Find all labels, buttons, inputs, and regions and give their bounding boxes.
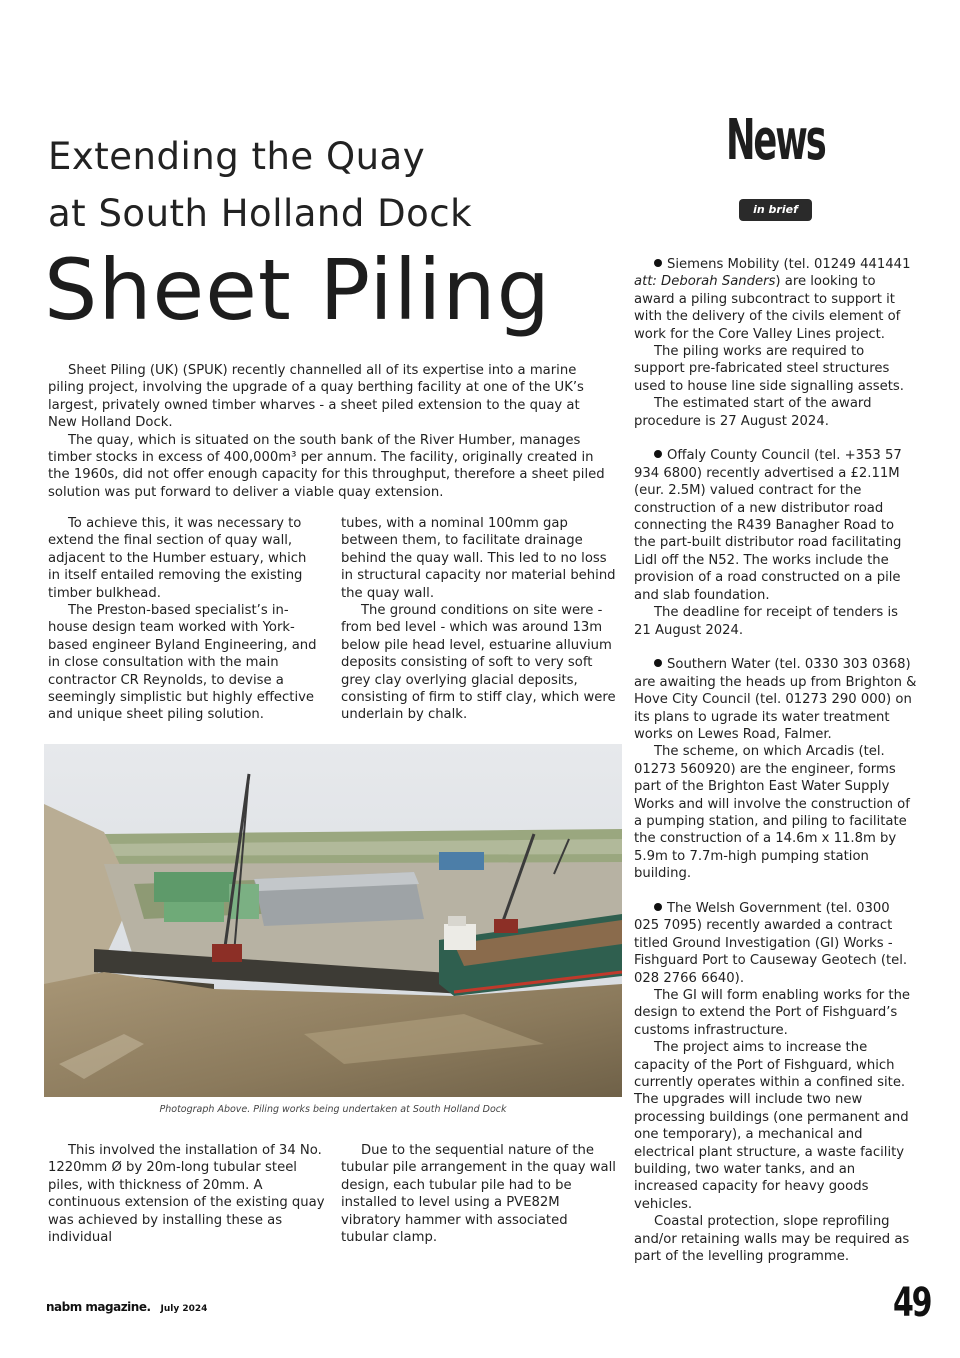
photo-caption: Photograph Above. Piling works being undertaken at South Holland Dock	[159, 1104, 507, 1115]
article-column-4	[341, 1142, 619, 1246]
news-paragraph: The estimated start of the award procedure is 27 August 2024.	[634, 396, 872, 429]
article-headline: Sheet Piling	[44, 241, 551, 339]
news-item	[634, 256, 918, 430]
footer-publication	[46, 1300, 207, 1314]
magazine-name: nabm magazine.	[46, 1300, 151, 1314]
intro-paragraph: Sheet Piling (UK) (SPUK) recently channelled all of its expertise into a marine piling project, involving the upgrade of a quay berthing facility at one of the UK’s largest, privately owned timber wharves - a sheet piled extension to the quay at New Holland Dock.	[48, 363, 584, 431]
article-column-3	[48, 1142, 326, 1246]
intro-paragraph: The quay, which is situated on the south bank of the River Humber, manages timber stocks in excess of 400,000m³ per annum. The facility, originally created in the 1960s, did not offer enough capacity for this throughput, therefore a sheet piled solution was put forward to deliver a viable quay extension.	[48, 432, 605, 500]
article-column-2	[341, 515, 619, 724]
article-intro	[48, 362, 608, 501]
bullet-icon	[654, 259, 662, 267]
news-lead: Offaly County Council (tel. +353 57 934 6800) recently advertised a £2.11M (eur. 2.5M) valued contract for the construction of a new distributor road connecting the R439 Banagher Road to the part-built distributor road facilitating Lidl off the N52. The works include the provision of a road constructed on a pile and slab foundation.	[634, 448, 902, 603]
bullet-icon	[654, 450, 662, 458]
news-lead: Southern Water (tel. 0330 303 0368) are awaiting the heads up from Brighton & Hove City Council (tel. 01273 290 000) on its plans to ugrade its water treatment works on Lewes Road, Falmer.	[634, 657, 917, 742]
body-paragraph: tubes, with a nominal 100mm gap between them, to facilitate drainage behind the quay wall. This led to no loss in structural capacity nor material behind the quay wall.	[341, 516, 616, 601]
bullet-icon	[654, 903, 662, 911]
news-contact: att: Deborah Sanders	[634, 274, 776, 290]
dock-photograph	[44, 744, 622, 1097]
news-item	[634, 447, 918, 638]
issue-date: July 2024	[160, 1304, 208, 1314]
in-brief-badge: in brief	[739, 199, 812, 221]
article-kicker-line-2: at South Holland Dock	[48, 192, 473, 235]
body-paragraph: To achieve this, it was necessary to extend the final section of quay wall, adjacent to the Humber estuary, which in itself entailed removing the existing timber bulkhead.	[48, 516, 307, 601]
news-paragraph: The project aims to increase the capacity of the Port of Fishguard, which currently operates within a confined site. The upgrades will include two new processing buildings (one permanent and one temporary), a mechanical and electrical plant structure, a waste facility building, two water tanks, and an increased capacity for heavy goods vehicles.	[634, 1040, 909, 1212]
news-lead: ) are looking to award a piling subcontract to support it with the delivery of the civils element of work for the Core Valley Lines project.	[634, 274, 901, 342]
news-masthead: News	[726, 108, 825, 173]
news-item	[634, 656, 918, 882]
news-paragraph: Coastal protection, slope reprofiling and/or retaining walls may be required as part of the levelling programme.	[634, 1214, 910, 1265]
page-number: 49	[893, 1280, 931, 1326]
news-column	[634, 256, 918, 1266]
news-paragraph: The GI will form enabling works for the design to extend the Port of Fishguard’s customs infrastructure.	[634, 988, 911, 1038]
body-paragraph: This involved the installation of 34 No. 1220mm Ø by 20m-long tubular steel piles, with thickness of 20mm. A continuous extension of the existing quay was achieved by installing these as individual	[48, 1143, 325, 1246]
article-column-1	[48, 515, 318, 724]
news-paragraph: The piling works are required to support pre-fabricated steel structures used to house line side signalling assets.	[634, 344, 904, 394]
news-paragraph: The deadline for receipt of tenders is 21 August 2024.	[634, 605, 899, 638]
article-kicker-line-1: Extending the Quay	[48, 135, 426, 178]
body-paragraph: Due to the sequential nature of the tubular pile arrangement in the quay wall design, each tubular pile had to be installed to level using a PVE82M vibratory hammer with associated tubular clamp.	[341, 1143, 616, 1246]
news-lead: Siemens Mobility (tel. 01249 441441	[667, 257, 911, 272]
body-paragraph: The ground conditions on site were - from bed level - which was around 13m below pile head level, estuarine alluvium deposits consisting of soft to very soft grey clay overlying glacial deposits, consisting of firm to stiff clay, which were underlain by chalk.	[341, 603, 616, 723]
news-paragraph: The scheme, on which Arcadis (tel. 01273 560920) are the engineer, forms part of the Brighton East Water Supply Works and will involve the construction of a pumping station, and piling to facilitate the construction of a 14.6m x 11.8m by 5.9m to 7.7m-high pumping station building.	[634, 744, 910, 882]
news-lead: The Welsh Government (tel. 0300 025 7095) recently awarded a contract titled Ground Investigation (GI) Works - Fishguard Port to Causeway Geotech (tel. 028 2766 6640).	[634, 900, 908, 986]
news-item	[634, 900, 918, 1266]
body-paragraph: The Preston-based specialist’s in-house design team worked with York-based engineer Byland Engineering, and in close consultation with the main contractor CR Reynolds, to devise a seemingly simplistic but highly effective and unique sheet piling solution.	[48, 603, 317, 723]
bullet-icon	[654, 659, 662, 667]
